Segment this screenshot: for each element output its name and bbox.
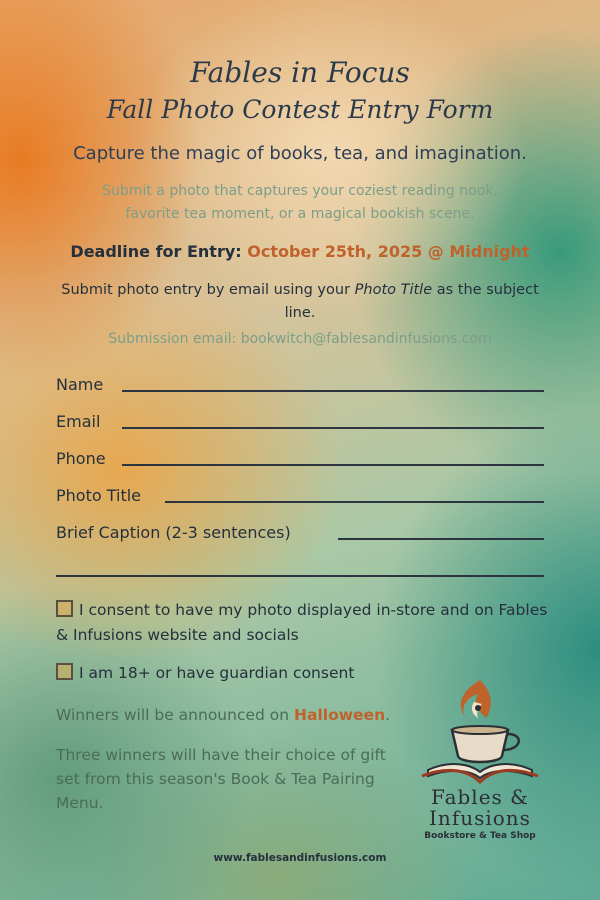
consent-age-label: I am 18+ or have guardian consent xyxy=(79,664,355,682)
instructions-text-1: Submit photo entry by email using your xyxy=(61,282,355,298)
winners-text: Winners will be announced on xyxy=(56,706,295,724)
name-field-line[interactable] xyxy=(122,390,544,392)
caption-field-line-2[interactable] xyxy=(56,575,544,577)
consent-display-checkbox[interactable] xyxy=(56,600,73,617)
email-field-label: Email xyxy=(56,412,101,431)
caption-field-line-1[interactable] xyxy=(338,538,544,540)
title-line-1: Fables in Focus xyxy=(190,56,410,89)
consent-display-label: I consent to have my photo displayed in-store and on Fables & Infusions website and socials xyxy=(56,601,548,644)
consent-display-row[interactable] xyxy=(56,598,556,648)
brand-tagline: Bookstore & Tea Shop xyxy=(424,831,536,841)
website-link[interactable]: www.fablesandinfusions.com xyxy=(213,852,387,864)
brand-name-line-2: Infusions xyxy=(429,806,531,830)
description-line-1: Submit a photo that captures your coziest reading nook, xyxy=(102,183,498,199)
instructions-text-2: as the subject line. xyxy=(284,282,539,321)
deadline xyxy=(0,242,600,261)
instructions-emphasis: Photo Title xyxy=(354,282,433,298)
winners-announcement xyxy=(56,706,390,724)
submission-email: Submission email: bookwitch@fablesandinfusions.com xyxy=(108,331,492,347)
consent-age-checkbox[interactable] xyxy=(56,663,73,680)
winners-end: . xyxy=(385,706,391,724)
brand-name-line-1: Fables & xyxy=(431,785,529,809)
description xyxy=(0,180,600,226)
photo-title-field-line[interactable] xyxy=(165,501,544,503)
description-line-2: favorite tea moment, or a magical bookish scene. xyxy=(125,206,475,222)
sparkle-icon xyxy=(475,705,481,711)
photo-title-field-label: Photo Title xyxy=(56,486,142,505)
prize-description: Three winners will have their choice of gift set from this season's Book & Tea Pairing Menu. xyxy=(56,746,386,812)
phone-field-label: Phone xyxy=(56,449,106,468)
submission-instructions xyxy=(60,279,540,325)
name-field-label: Name xyxy=(56,375,104,394)
title-line-2: Fall Photo Contest Entry Form xyxy=(106,95,494,124)
email-field-line[interactable] xyxy=(122,427,544,429)
deadline-label: Deadline for Entry: xyxy=(70,242,248,261)
winners-date: Halloween xyxy=(294,706,386,724)
tagline: Capture the magic of books, tea, and imagination. xyxy=(73,143,527,164)
caption-field-label: Brief Caption (2-3 sentences) xyxy=(56,523,291,542)
teacup-rim-icon xyxy=(452,726,508,734)
teacup-book-logo-icon xyxy=(400,672,560,787)
deadline-value: October 25th, 2025 @ Midnight xyxy=(247,242,530,261)
phone-field-line[interactable] xyxy=(122,464,544,466)
